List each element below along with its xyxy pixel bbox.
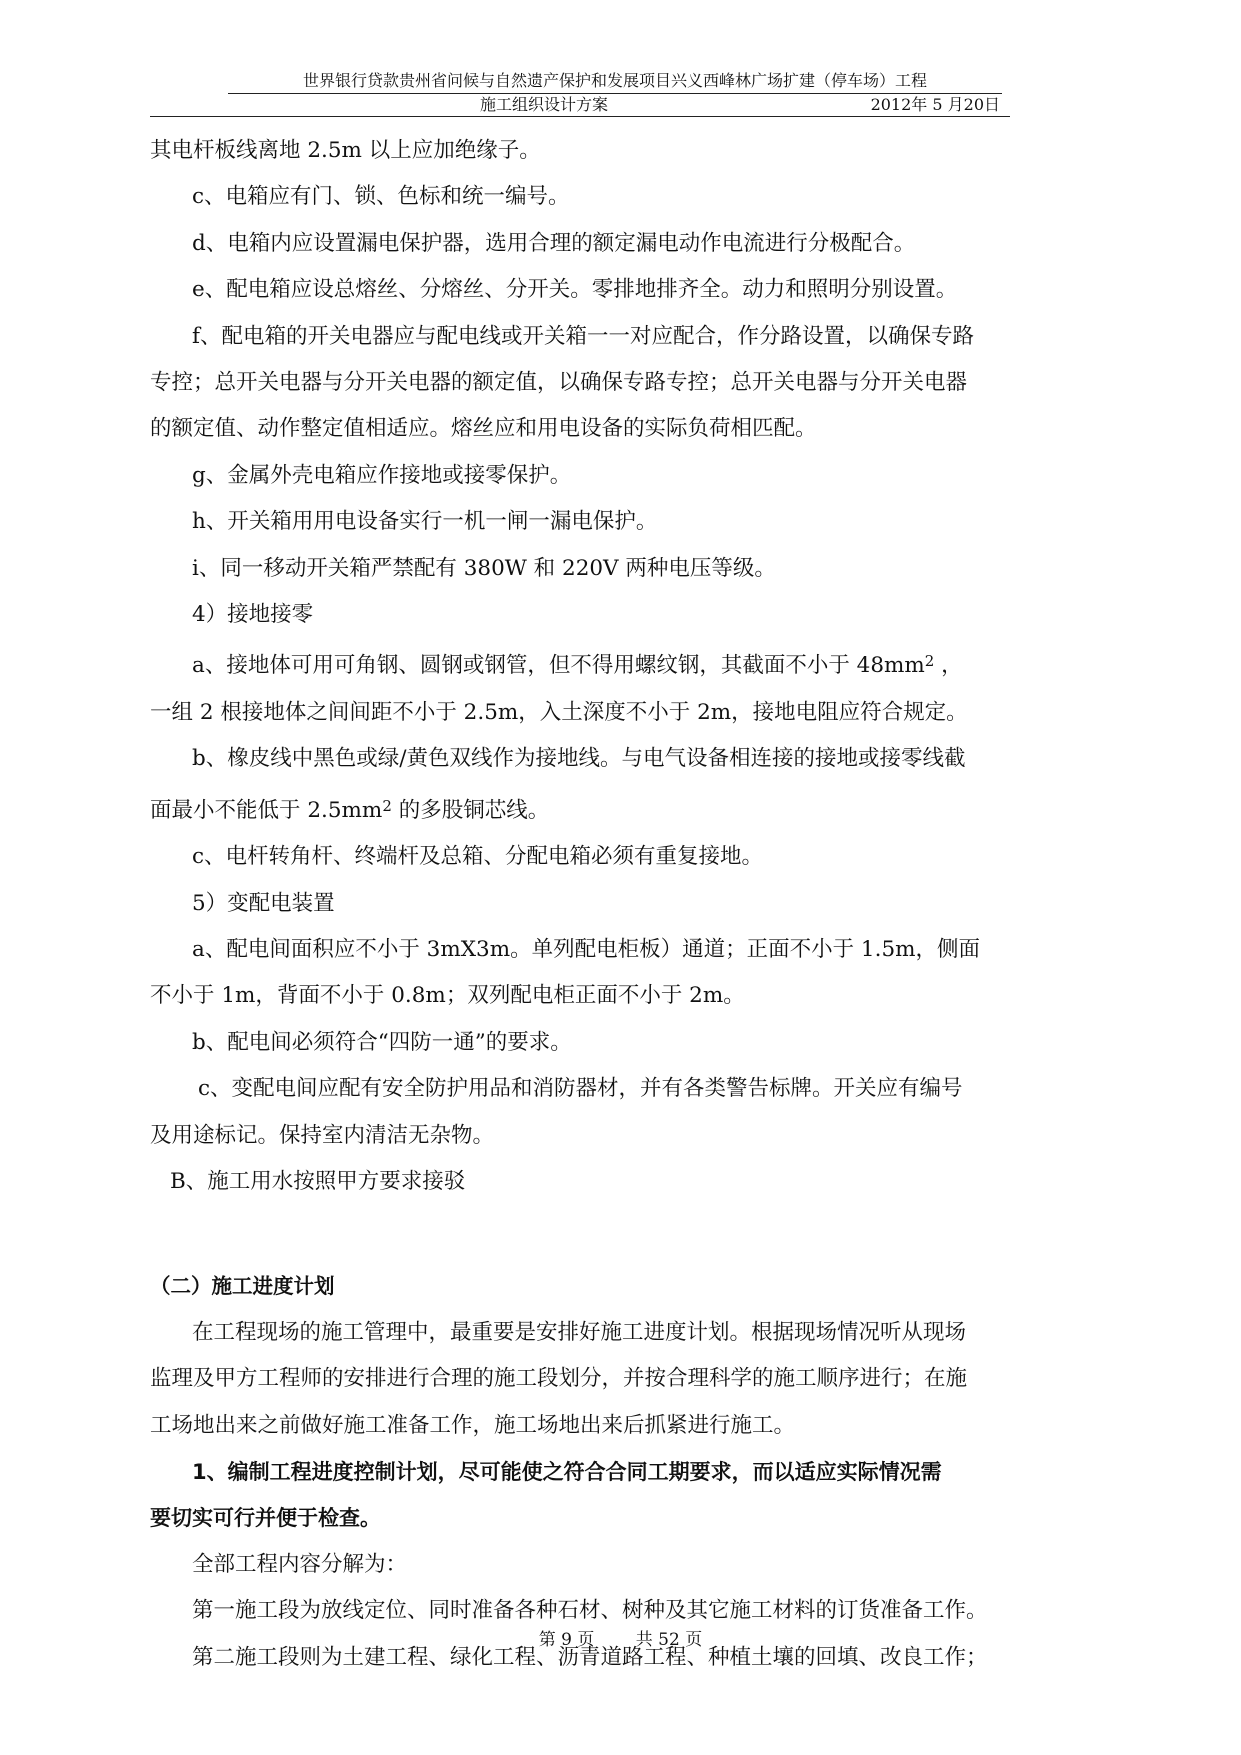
text-line: b、橡皮线中黑色或绿/黄色双线作为接地线。与电气设备相连接的接地或接零线截	[192, 746, 966, 772]
text-line: 第一施工段为放线定位、同时准备各种石材、树种及其它施工材料的订货准备工作。	[192, 1598, 988, 1624]
superscript: 2	[382, 796, 392, 815]
text-line: c、电箱应有门、锁、色标和统一编号。	[192, 184, 570, 210]
text-line: 在工程现场的施工管理中，最重要是安排好施工进度计划。根据现场情况听从现场	[192, 1319, 967, 1345]
subsection-heading: 4）接地接零	[192, 602, 314, 628]
text-line: 工场地出来之前做好施工准备工作，施工场地出来后抓紧进行施工。	[150, 1412, 796, 1438]
spacer	[150, 1205, 1106, 1263]
text-line: g、金属外壳电箱应作接地或接零保护。	[192, 462, 572, 488]
page-footer	[0, 1625, 1241, 1650]
section-heading: （二）施工进度计划	[150, 1274, 335, 1299]
text-fragment: a、接地体可用可角钢、圆钢或钢管，但不得用螺纹钢，其截面不小于 48mm	[192, 653, 925, 679]
text-line: e、配电箱应设总熔丝、分熔丝、分开关。零排地排齐全。动力和照明分别设置。	[192, 277, 958, 303]
document-body	[150, 128, 1106, 1681]
text-line: 不小于 1m，背面不小于 0.8m；双列配电柜正面不小于 2m。	[150, 983, 745, 1009]
text-line	[150, 783, 1106, 834]
text-line: c、电杆转角杆、终端杆及总箱、分配电箱必须有重复接地。	[192, 844, 764, 870]
superscript: 2	[924, 652, 935, 671]
text-line: f、配电箱的开关电器应与配电线或开关箱一一对应配合，作分路设置，以确保专路	[192, 323, 974, 349]
text-line: 及用途标记。保持室内清洁无杂物。	[150, 1122, 495, 1148]
text-line: 全部工程内容分解为：	[192, 1551, 408, 1577]
bold-text-line: 1、编制工程进度控制计划，尽可能使之符合合同工期要求，而以适应实际情况需	[192, 1459, 942, 1484]
text-fragment: 面最小不能低于 2.5mm	[150, 797, 383, 823]
text-line: 监理及甲方工程师的安排进行合理的施工段划分，并按合理科学的施工顺序进行；在施	[150, 1366, 968, 1392]
header-subline	[150, 94, 1010, 117]
text-line: B、施工用水按照甲方要求接驳	[170, 1168, 466, 1194]
bold-text-line: 要切实可行并便于检查。	[150, 1506, 381, 1531]
project-title: 世界银行贷款贵州省问候与自然遗产保护和发展项目兴义西峰林广场扩建（停车场）工程	[228, 70, 1002, 94]
text-line: d、电箱内应设置漏电保护器，选用合理的额定漏电动作电流进行分极配合。	[192, 230, 916, 256]
text-line: 一组 2 根接地体之间间距不小于 2.5m，入土深度不小于 2m，接地电阻应符合规定。	[150, 699, 968, 725]
page-header	[150, 70, 1010, 117]
text-line: 第二施工段则为土建工程、绿化工程、沥青道路工程、种植土壤的回填、改良工作；	[192, 1644, 988, 1670]
page-total: 共 52 页	[635, 1630, 703, 1650]
text-fragment: ，	[934, 653, 963, 679]
page-number: 第 9 页	[538, 1630, 595, 1650]
text-line: 专控；总开关电器与分开关电器的额定值，以确保专路专控；总开关电器与分开关电器	[150, 370, 968, 396]
text-line: 的额定值、动作整定值相适应。熔丝应和用电设备的实际负荷相匹配。	[150, 416, 817, 442]
text-line: a、配电间面积应不小于 3mX3m。单列配电柜板）通道；正面不小于 1.5m，侧面	[192, 936, 981, 962]
subsection-heading: 5）变配电装置	[192, 890, 335, 916]
text-line	[150, 638, 1106, 689]
text-line: h、开关箱用用电设备实行一机一闸一漏电保护。	[192, 509, 658, 535]
document-name: 施工组织设计方案	[480, 95, 609, 114]
text-fragment: 的多股铜芯线。	[391, 797, 550, 823]
text-line: b、配电间必须符合“四防一通”的要求。	[192, 1029, 572, 1055]
text-line: 其电杆板线离地 2.5m 以上应加绝缘子。	[150, 138, 541, 163]
document-date: 2012年 5 月20日	[870, 95, 1000, 114]
text-line: i、同一移动开关箱严禁配有 380W 和 220V 两种电压等级。	[192, 555, 776, 581]
text-line: c、变配电间应配有安全防护用品和消防器材，并有各类警告标牌。开关应有编号	[198, 1076, 963, 1102]
